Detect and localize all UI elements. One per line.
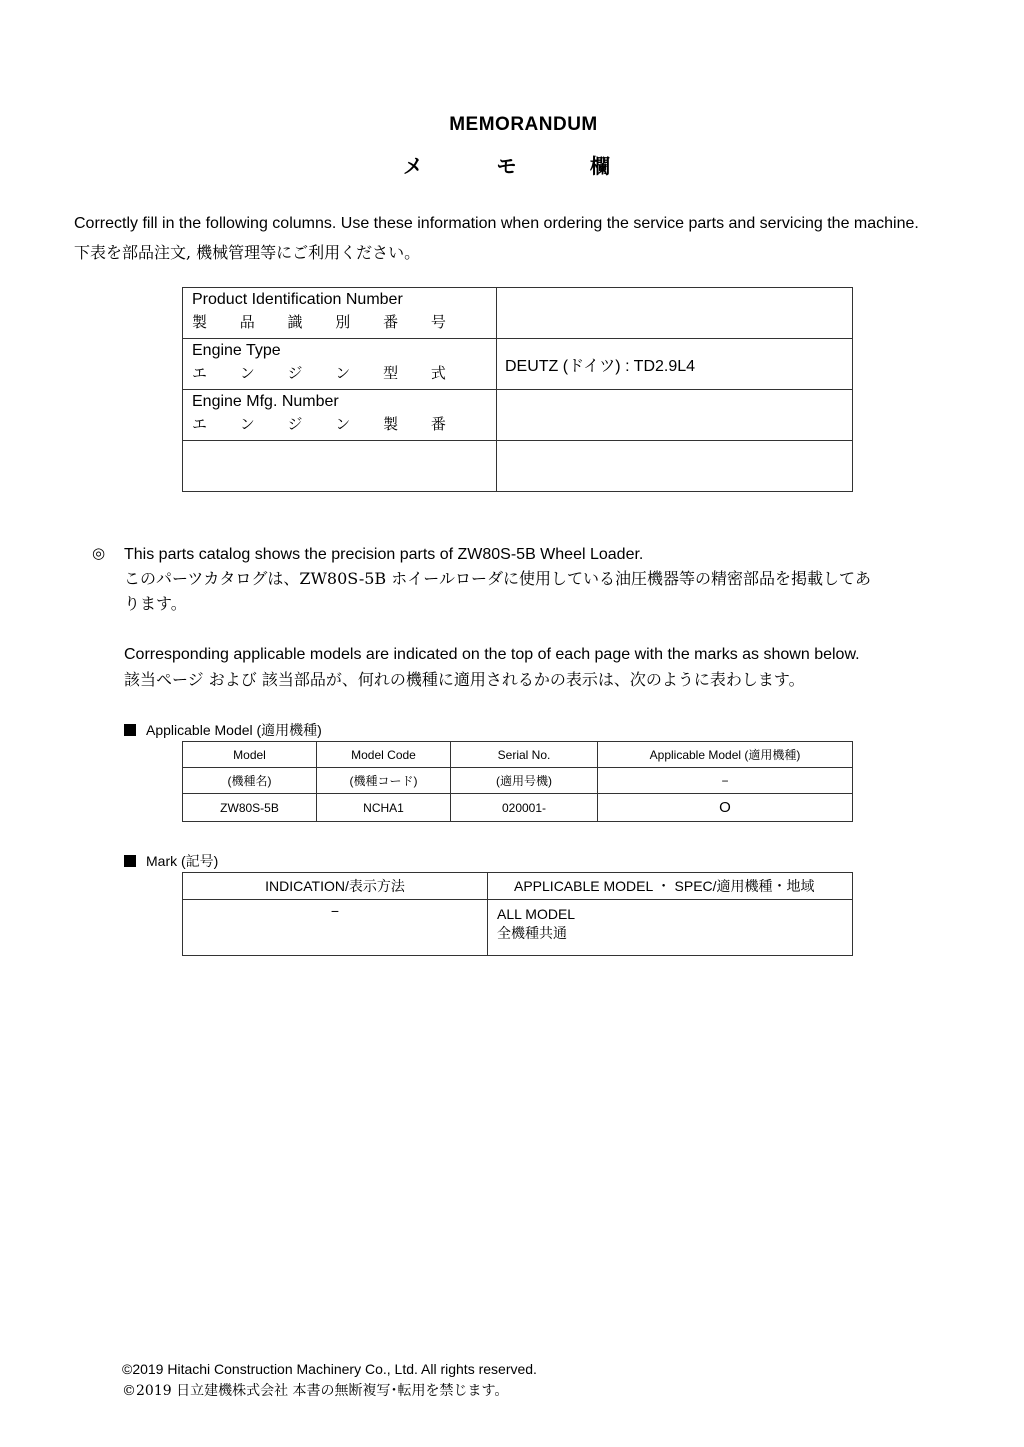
row-label: [183, 288, 497, 339]
row-value-field[interactable]: DEUTZ (ドイツ) : TD2.9L4: [497, 339, 853, 390]
table-row: [183, 288, 853, 339]
label-en: Engine Mfg. Number: [192, 393, 339, 410]
section-heading-mark: [124, 851, 218, 871]
table-row: [183, 900, 853, 956]
intro-text-jp: 下表を部品注文, 機械管理等にご利用ください。: [74, 243, 421, 262]
applicable-model-table: [182, 741, 853, 822]
serial-cell: 020001-: [451, 794, 598, 822]
note-catalog-jp-line1: このパーツカタログは、ZW80S-5B ホイールローダに使用している油圧機器等の精密部品を掲載してあ: [124, 569, 871, 588]
note-catalog-jp-line2: ります。: [124, 594, 187, 613]
note-catalog-en: This parts catalog shows the precision parts of ZW80S-5B Wheel Loader.: [124, 546, 644, 563]
row-label: [183, 441, 497, 492]
page-title-jp: メ モ 欄: [402, 156, 645, 178]
header-cell: (適用号機): [451, 768, 598, 794]
label-jp: エ ン ジ ン 製 番: [192, 415, 460, 433]
table-header-row: [183, 873, 853, 900]
table-header-row: [183, 742, 853, 768]
header-cell: (機種コード): [317, 768, 451, 794]
row-value-field[interactable]: [497, 441, 853, 492]
header-cell: Model Code: [317, 742, 451, 768]
note-models-jp: 該当ページ および 該当部品が、何れの機種に適用されるかの表示は、次のように表わします。: [124, 670, 805, 689]
model-code-cell: NCHA1: [317, 794, 451, 822]
row-label: [183, 339, 497, 390]
page-title: MEMORANDUM: [449, 114, 598, 135]
machine-info-table: [182, 287, 853, 492]
table-row: [183, 441, 853, 492]
spec-en: ALL MODEL: [497, 906, 576, 922]
row-value-field[interactable]: [497, 288, 853, 339]
row-value-field[interactable]: [497, 390, 853, 441]
copyright-en: ©2019 Hitachi Construction Machinery Co., Ltd. All rights reserved.: [122, 1361, 537, 1377]
header-cell: Serial No.: [451, 742, 598, 768]
section-heading-label: Applicable Model (適用機種): [146, 722, 322, 738]
note-models-en: Corresponding applicable models are indicated on the top of each page with the marks as shown below.: [124, 646, 860, 663]
section-heading-label: Mark (記号): [146, 853, 219, 869]
table-header-row: [183, 768, 853, 794]
table-row: [183, 794, 853, 822]
mark-table: [182, 872, 853, 956]
applicable-spec-cell: [488, 900, 853, 956]
intro-text-en: Correctly fill in the following columns. Use these information when ordering the service parts and servicing the machine.: [74, 215, 919, 232]
label-en: Product Identification Number: [192, 291, 403, 308]
header-cell: −: [598, 768, 853, 794]
square-bullet-icon: [124, 855, 136, 867]
label-en: Engine Type: [192, 342, 281, 359]
label-jp: エ ン ジ ン 型 式: [192, 364, 460, 382]
table-row: [183, 390, 853, 441]
copyright-jp: ©2019 日立建機株式会社 本書の無断複写･転用を禁じます。: [122, 1383, 509, 1399]
label-jp: 製 品 識 別 番 号: [192, 313, 460, 331]
model-cell: ZW80S-5B: [183, 794, 317, 822]
double-circle-icon: ◎: [92, 544, 106, 562]
header-cell: Model: [183, 742, 317, 768]
row-label: [183, 390, 497, 441]
section-heading-applicable-model: [124, 720, 322, 740]
spec-jp: 全機種共通: [497, 926, 567, 942]
applicable-mark-cell: O: [598, 794, 853, 822]
header-cell: Applicable Model (適用機種): [598, 742, 853, 768]
indication-cell: −: [183, 900, 488, 956]
header-cell: INDICATION/表示方法: [183, 873, 488, 900]
header-cell: APPLICABLE MODEL ・ SPEC/適用機種・地域: [488, 873, 853, 900]
table-row: [183, 339, 853, 390]
header-cell: (機種名): [183, 768, 317, 794]
square-bullet-icon: [124, 724, 136, 736]
